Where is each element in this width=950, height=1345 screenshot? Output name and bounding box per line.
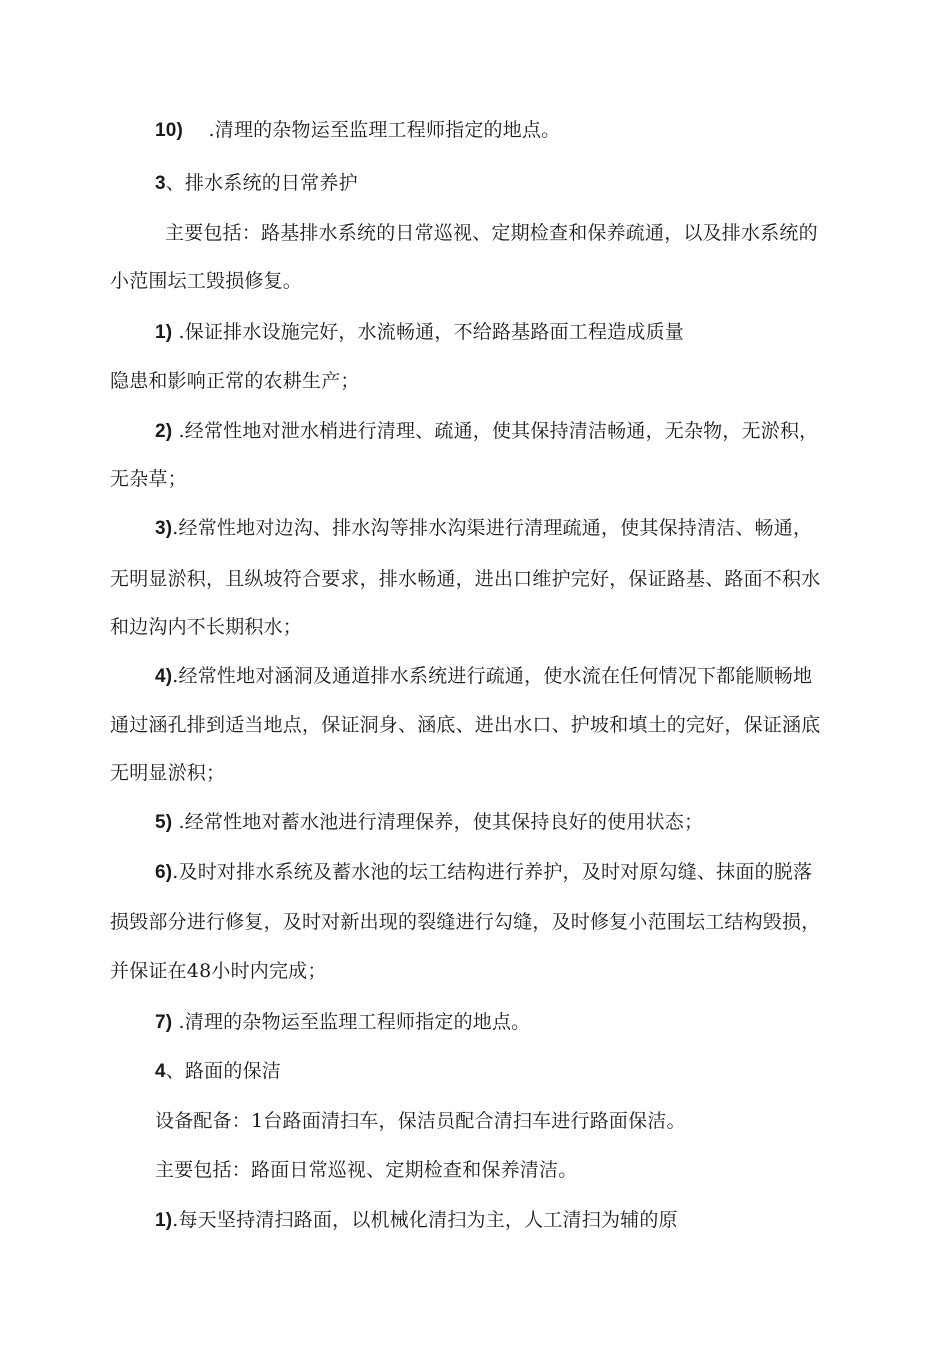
text-line xyxy=(110,467,187,491)
line-text: .保证排水设施完好，水流畅通，不给路基路面工程造成质量 xyxy=(172,321,684,343)
item-number: 1) xyxy=(155,322,173,343)
line-text: 通过涵孔排到适当地点，保证洞身、涵底、进出水口、护坡和填土的完好，保证涵底 xyxy=(110,714,821,736)
text-line xyxy=(155,419,818,444)
text-line xyxy=(110,761,225,785)
line-text: 、排水系统的日常养护 xyxy=(165,172,358,194)
line-text: .每天坚持清扫路面，以机械化清扫为主，人工清扫为辅的原 xyxy=(172,1209,678,1231)
section-heading xyxy=(155,171,358,196)
line-text: .经常性地对边沟、排水沟等排水沟渠进行清理疏通，使其保持清洁、畅通， xyxy=(172,517,813,539)
item-number: 4) xyxy=(155,666,173,687)
line-text: 小范围坛工毁损修复。 xyxy=(110,270,303,292)
text-line xyxy=(110,269,302,293)
text-line xyxy=(155,810,703,835)
text-line xyxy=(155,664,812,689)
text-line xyxy=(155,860,812,885)
text-line xyxy=(165,221,818,245)
section-number: 4 xyxy=(155,1061,166,1082)
line-text: .经常性地对泄水梢进行清理、疏通，使其保持清洁畅通，无杂物，无淤积， xyxy=(172,420,819,442)
item-number: 7) xyxy=(155,1012,173,1033)
item-number: 5) xyxy=(155,812,173,833)
text-line xyxy=(155,1109,686,1133)
line-text: .经常性地对涵洞及通道排水系统进行疏通，使水流在任何情况下都能顺畅地 xyxy=(172,665,813,687)
line-text: 主要包括：路面日常巡视、定期检查和保养清洁。 xyxy=(155,1159,578,1181)
text-line xyxy=(155,118,560,143)
line-text: 、路面的保洁 xyxy=(165,1060,281,1082)
text-line xyxy=(110,910,820,934)
item-number: 10) xyxy=(155,120,184,141)
section-heading xyxy=(155,1059,281,1084)
line-text: 和边沟内不长期积水； xyxy=(110,616,303,638)
line-text: 无明显淤积，且纵坡符合要求，排水畅通，进出口维护完好，保证路基、路面不积水 xyxy=(110,568,821,590)
line-text: 主要包括：路基排水系统的日常巡视、定期检查和保养疏通，以及排水系统的 xyxy=(165,222,818,244)
text-line xyxy=(155,1010,530,1035)
line-text: .经常性地对蓄水池进行清理保养，使其保持良好的使用状态； xyxy=(172,811,704,833)
text-line xyxy=(110,369,360,393)
line-text: 无杂草； xyxy=(110,468,187,490)
line-text: 设备配备：1台路面清扫车，保洁员配合清扫车进行路面保洁。 xyxy=(155,1110,686,1132)
text-line xyxy=(155,516,812,541)
line-text: 并保证在48小时内完成； xyxy=(110,960,327,982)
item-number: 6) xyxy=(155,862,173,883)
text-line xyxy=(110,567,820,591)
text-line xyxy=(110,713,820,737)
line-text: 无明显淤积； xyxy=(110,762,226,784)
section-number: 3 xyxy=(155,173,166,194)
item-number: 3) xyxy=(155,518,173,539)
line-text: 隐患和影响正常的农耕生产； xyxy=(110,370,360,392)
line-text: .清理的杂物运至监理工程师指定的地点。 xyxy=(172,1011,531,1033)
text-line xyxy=(110,959,327,983)
line-text: .清理的杂物运至监理工程师指定的地点。 xyxy=(183,119,561,141)
line-text: 损毁部分进行修复，及时对新出现的裂缝进行勾缝，及时修复小范围坛工结构毁损， xyxy=(110,911,821,933)
text-line xyxy=(155,1158,577,1182)
item-number: 1) xyxy=(155,1210,173,1231)
text-line xyxy=(155,320,684,345)
text-line xyxy=(110,615,302,639)
item-number: 2) xyxy=(155,421,173,442)
text-line xyxy=(155,1208,678,1233)
line-text: .及时对排水系统及蓄水池的坛工结构进行养护，及时对原勾缝、抹面的脱落 xyxy=(172,861,813,883)
